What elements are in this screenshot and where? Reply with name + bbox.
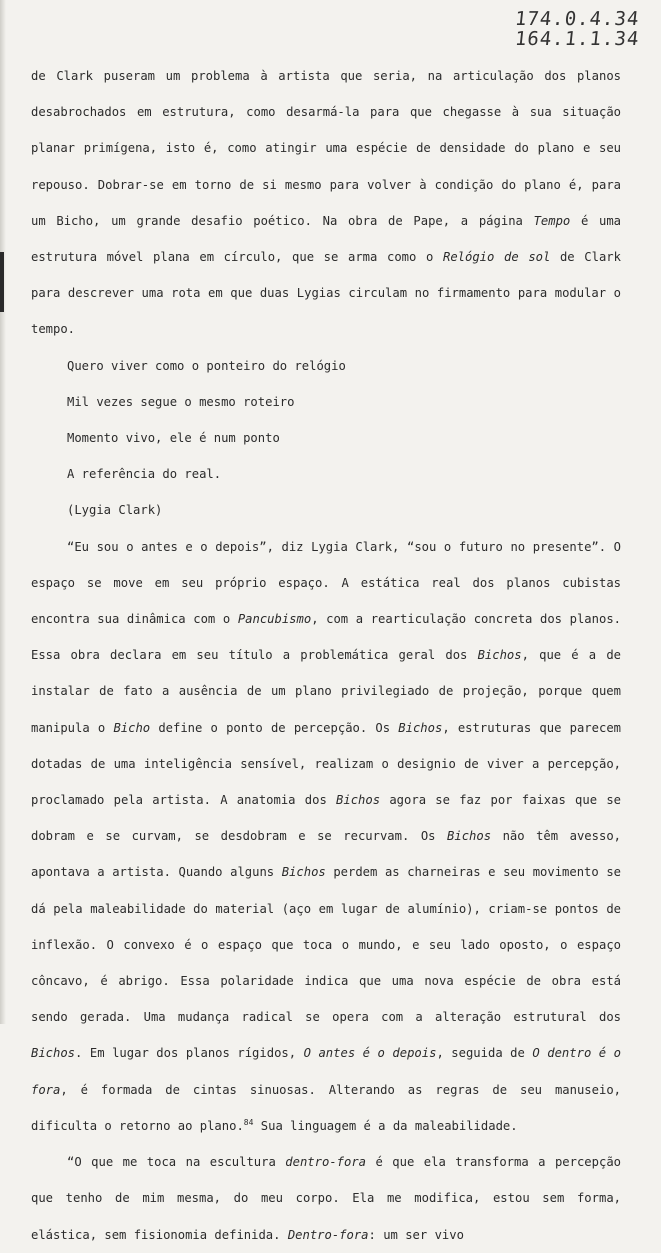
poem-line: Momento vivo, ele é num ponto <box>67 431 280 446</box>
text-run: de Clark puseram um problema à artista que seria, na articulação dos planos desabrochados em estrutura, como desarmá-la para que chegasse à sua situação planar primígena, isto é, como atingir uma espécie de densidade do plano e seu repouso. Dobrar-se em torno de si mesmo para volver à condição do plano é, para um Bicho, um grande desafio poético. Na obra de Pape, a página <box>31 69 621 228</box>
italic-run: Tempo <box>533 213 571 228</box>
text-run: Sua linguagem é a da maleabilidade. <box>253 1118 518 1133</box>
text-run: é que ela transforma a percepção que tenho de mim mesma, do meu corpo. Ela me modifica, estou sem forma, elástica, sem fisionomia definida. <box>31 1155 621 1242</box>
body-text <box>31 58 621 1253</box>
italic-run: Bichos <box>31 1046 76 1061</box>
italic-run: O antes é o depois <box>303 1046 437 1061</box>
text-run: , é formada de cintas sinuosas. Alterando as regras de seu manuseio, dificulta o retorno ao plano. <box>31 1082 621 1133</box>
text-run: , seguida de <box>436 1046 533 1061</box>
poem <box>31 348 621 529</box>
text-run: não têm avesso, apontava a artista. Quando alguns <box>31 829 621 880</box>
poem-line: Mil vezes segue o mesmo roteiro <box>67 394 295 409</box>
italic-run: Bichos <box>398 720 443 735</box>
italic-run: Bichos <box>447 829 492 844</box>
poem-line: Quero viver como o ponteiro do relógio <box>67 358 346 373</box>
text-run: : um ser vivo <box>368 1227 464 1242</box>
poem-line: A referência do real. <box>67 467 222 482</box>
text-run: , estruturas que parecem dotadas de uma inteligência sensível, realizam o designio de viver a percepção, proclamado pela artista. A anatomia dos <box>31 720 621 808</box>
italic-run: Bichos <box>336 793 381 808</box>
text-run: “O que me toca na escultura <box>67 1155 286 1170</box>
binding-mark <box>0 252 4 312</box>
paragraph-2 <box>31 529 621 1144</box>
text-run: agora se faz por faixas que se dobram e se curvam, se desdobram e se recurvam. Os <box>31 793 622 844</box>
text-run: de Clark para descrever uma rota em que duas Lygias circulam no firmamento para modular o tempo. <box>31 250 621 337</box>
archive-code-line-2: 164.1.1.34 <box>513 28 641 50</box>
page-edge-shadow <box>0 0 6 1024</box>
text-run: , com a rearticulação concreta dos planos. Essa obra declara em seu título a problemática geral dos <box>31 612 621 663</box>
italic-run: Relógio de sol <box>442 250 551 265</box>
italic-run: dentro-fora <box>285 1155 367 1170</box>
paragraph-1 <box>31 58 621 348</box>
text-run: é uma estrutura móvel plana em círculo, que se arma como o <box>31 213 621 265</box>
text-run: perdem as charneiras e seu movimento se dá pela maleabilidade do material (aço em lugar de alumínio), criam-se pontos de inflexão. O convexo é o espaço que toca o mundo, e seu lado oposto, o espaço côncavo, é abrigo. Essa polaridade indica que uma nova espécie de obra está sendo gerada. Uma mudança radical se opera com a alteração estrutural dos <box>31 865 621 1025</box>
footnote-ref: 84 <box>243 1117 254 1127</box>
italic-run: Bichos <box>477 648 522 663</box>
italic-run: Bicho <box>113 720 151 735</box>
text-run: “Eu sou o antes e o depois”, diz Lygia Clark, “sou o futuro no presente”. O espaço se move em seu próprio espaço. A estática real dos planos cubistas encontra sua dinâmica com o <box>31 539 621 627</box>
text-run: , que é a de instalar de fato a ausência de um plano privilegiado de projeção, porque quem manipula o <box>31 648 621 735</box>
text-run: define o ponto de percepção. Os <box>150 720 399 735</box>
italic-run: Pancubismo <box>237 612 312 627</box>
italic-run: O dentro é o fora <box>31 1046 621 1097</box>
archive-code-line-1: 174.0.4.34 <box>513 8 641 30</box>
italic-run: Bichos <box>281 865 326 880</box>
poem-attribution: (Lygia Clark) <box>67 503 163 518</box>
text-run: . Em lugar dos planos rígidos, <box>75 1046 304 1061</box>
italic-run: Dentro-fora <box>287 1227 369 1242</box>
paragraph-3 <box>31 1144 621 1253</box>
